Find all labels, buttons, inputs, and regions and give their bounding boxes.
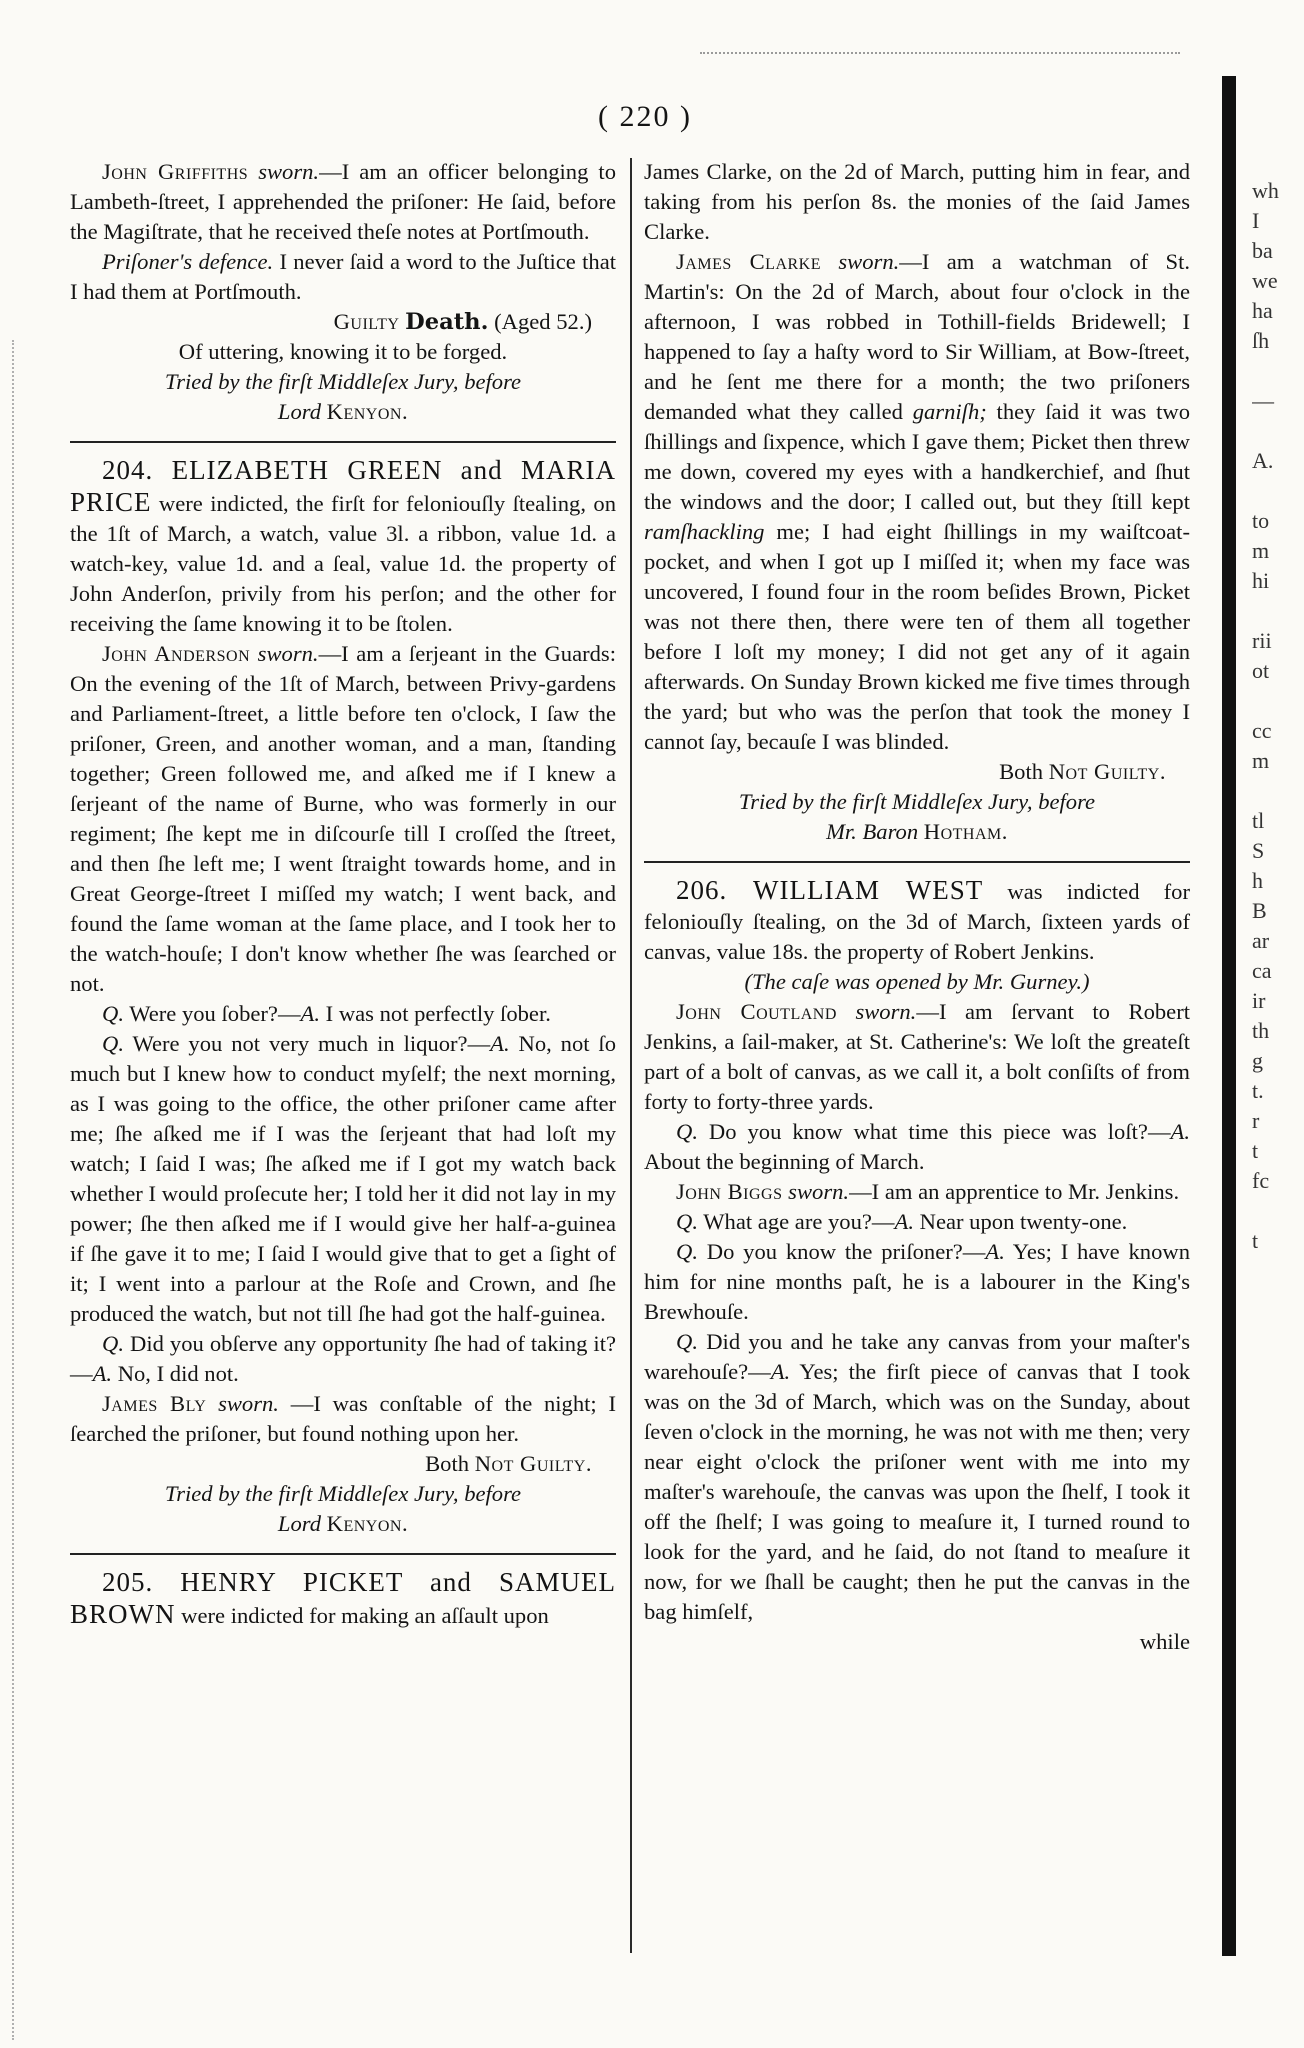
answer-text: No, I did not. [112, 1361, 239, 1386]
a-label: A. [894, 1209, 914, 1234]
tried-by-judge-2 [70, 1509, 616, 1539]
edge-fragment: to [1252, 508, 1270, 533]
edge-fragment: wh [1252, 178, 1279, 203]
a-label: A. [985, 1239, 1005, 1264]
verdict-guilty: Guilty [333, 309, 400, 334]
case-text: were indicted for making an aſſault upon [175, 1603, 549, 1628]
testimony-text: —I am a watchman of St. Martin's: On the 2d of March, about four o'clock in the afternoon, I was robbed in Tothill-fields Bridewell; I happened to ſay a haſty word to Sir William, at Bow-ſtreet, and he ſent me there for a month; the two priſoners demanded what they called [644, 249, 1191, 424]
paragraph-coutland-testimony [644, 997, 1190, 1117]
answer-text: I was not perfectly ſober. [320, 1001, 551, 1026]
edge-fragment: ot [1252, 658, 1270, 683]
witness-name: James Bly [102, 1391, 207, 1416]
edge-fragment: ſh [1252, 328, 1270, 353]
term-garnish: garniſh; [912, 399, 987, 424]
question-text: What age are you?— [697, 1209, 895, 1234]
edge-fragment: th [1252, 1018, 1270, 1043]
case-heading: 204. ELIZABETH GREEN and MARIA PRICE [70, 455, 616, 517]
verdict-both: Both [425, 1451, 470, 1476]
judge-name: Kenyon. [326, 399, 409, 424]
tried-by-judge-3 [644, 817, 1190, 847]
term-ramshackling: ramſhackling [644, 519, 765, 544]
left-margin-binding-marks [12, 340, 24, 2040]
facing-page-gutter [1222, 76, 1236, 1956]
a-label: A. [300, 1001, 320, 1026]
verdict-guilty-death [70, 307, 616, 337]
edge-fragment: h [1252, 868, 1263, 893]
judge-name: Kenyon. [326, 1511, 409, 1536]
facing-page-text-fragments [1252, 176, 1304, 1256]
edge-fragment: t. [1252, 1078, 1264, 1103]
sworn-label: sworn. [258, 159, 320, 184]
witness-name: James Clarke [676, 249, 822, 274]
section-rule [70, 1553, 616, 1555]
witness-name: John Anderson [102, 641, 251, 666]
witness-name: John Coutland [676, 999, 837, 1024]
judge-prefix: Lord [277, 399, 321, 424]
q-label: Q. [676, 1119, 698, 1144]
left-column [70, 157, 616, 1631]
question-answer [70, 1329, 616, 1389]
edge-fragment [1252, 1196, 1304, 1226]
edge-fragment: A. [1252, 448, 1274, 473]
question-text: Were you not very much in liquor?— [123, 1031, 491, 1056]
case-opened-note: (The caſe was opened by Mr. Gurney.) [744, 969, 1090, 994]
a-label: A. [1170, 1119, 1190, 1144]
top-margin-smudge [700, 52, 1180, 62]
paragraph-biggs-testimony [644, 1177, 1190, 1207]
verdict-both-not-guilty [70, 1449, 616, 1479]
case-heading: 206. WILLIAM WEST [676, 875, 984, 905]
edge-fragment [1252, 686, 1304, 716]
charge-note: Of uttering, knowing it to be forged. [178, 339, 508, 364]
edge-fragment [1252, 416, 1304, 446]
witness-name: John Griffiths [102, 159, 249, 184]
witness-name: John Biggs [676, 1179, 783, 1204]
edge-fragment: ca [1252, 958, 1272, 983]
sworn-label: sworn. [257, 641, 319, 666]
case-text: was indicted for feloniouſly ſtealing, on the 3d of March, ſixteen yards of canvas, value 18s. the property of Robert Jenkins. [644, 879, 1190, 964]
question-text: Did you and he take any canvas from your maſter's warehouſe?— [644, 1329, 1190, 1384]
question-answer [644, 1327, 1190, 1627]
testimony-text: —I am an apprentice to Mr. Jenkins. [849, 1179, 1180, 1204]
edge-fragment: ba [1252, 238, 1273, 263]
paragraph-prisoner-defence [70, 247, 616, 307]
answer-text: About the beginning of March. [644, 1149, 925, 1174]
a-label: A. [770, 1359, 791, 1384]
answer-text: No, not ſo much but I knew how to conduct myſelf; the next morning, as I was going to the office, the other priſoner came after me; ſhe aſked me if I was the ſerjeant that had loſt my watch; I ſaid I was; ſhe aſked me if I got my watch back whether I would proſecute her; I told her it did not lay in my power; ſhe then aſked me if I would give her half-a-guinea if ſhe gave it to me; I ſaid I would give that to get a ſight of it; I went into a parlour at the Roſe and Crown, and ſhe produced the watch, but not till ſhe had got the half-guinea. [70, 1031, 617, 1326]
tried-by-judge-1 [70, 397, 616, 427]
question-answer [70, 1029, 616, 1329]
answer-text: Yes; the firſt piece of canvas that I took was on the 3d of March, which was on the Sunday, about ſeven o'clock in the morning, he was not with me then; very near eight o'clock the priſoner went with me into my maſter's warehouſe, the canvas was upon the ſhelf, I took it off the ſhelf; I was going to meaſure it, I turned round to look for the yard, and he ſaid, do not ſtand to meaſure it now, for we ſhall be caught; then he put the canvas in the bag himſelf, [644, 1359, 1190, 1624]
right-column [644, 157, 1190, 1657]
q-label: Q. [676, 1239, 698, 1264]
paragraph-clarke-testimony [644, 247, 1190, 757]
q-label: Q. [676, 1209, 698, 1234]
q-label: Q. [676, 1329, 698, 1354]
q-label: Q. [102, 1031, 124, 1056]
edge-fragment [1252, 776, 1304, 806]
q-label: Q. [102, 1331, 124, 1356]
edge-fragment: hi [1252, 568, 1270, 593]
edge-fragment: rii [1252, 628, 1272, 653]
verdict-death: Death. [405, 309, 489, 335]
paragraph-case-204 [70, 455, 616, 639]
testimony-text: —I am ſervant to Robert Jenkins, a ſail-maker, at St. Catherine's: We loſt the greateſt part of a bolt of canvas, as we call it, a bolt conſiſts of from forty to forty-three yards. [644, 999, 1191, 1114]
sworn-label: sworn. [788, 1179, 850, 1204]
testimony-text: —I am an officer belonging to Lambeth-ſtreet, I apprehended the priſoner: He ſaid, before the Magiſtrate, that he received theſe notes at Portſmouth. [70, 159, 616, 244]
tried-by-line-2: Tried by the firſt Middleſex Jury, before [164, 1481, 522, 1506]
paragraph-case-206 [644, 875, 1190, 967]
edge-fragment [1252, 476, 1304, 506]
testimony-text: me; I had eight ſhillings in my waiſtcoat-pocket, and when I got up I miſſed it; when my face was uncovered, I found four in the room beſides Brown, Picket was not there then, there were ten of them all together before I loſt my money; I did not get any of it again afterwards. On Sunday Brown kicked me five times through the yard; but who was the perſon that took the money I cannot ſay, becauſe I was blinded. [644, 519, 1190, 754]
edge-fragment: — [1252, 388, 1274, 413]
judge-prefix: Lord [277, 1511, 321, 1536]
question-text: Do you know the priſoner?— [697, 1239, 986, 1264]
edge-fragment: tl [1252, 808, 1265, 833]
tried-by-line-3: Tried by the firſt Middleſex Jury, before [738, 789, 1096, 814]
section-rule [70, 441, 616, 443]
case-text: were indicted, the firſt for feloniouſly ſtealing, on the 1ſt of March, a watch, value 3l. a ribbon, value 1d. a watch-key, value 1d. and a ſeal, value 1d. the property of John Anderſon, privily from his perſon; and the other for receiving the ſame knowing it to be ſtolen. [70, 491, 616, 636]
sworn-label: sworn. [218, 1391, 279, 1416]
page-number: ( 220 ) [598, 100, 692, 133]
edge-fragment: S [1252, 838, 1265, 863]
catchword: while [1139, 1629, 1190, 1654]
testimony-text: —I was conſtable of the night; I ſearched the priſoner, but found nothing upon her. [70, 1391, 616, 1446]
edge-fragment: t [1252, 1138, 1259, 1163]
edge-fragment: cc [1252, 718, 1272, 743]
question-answer [644, 1237, 1190, 1327]
edge-fragment: ir [1252, 988, 1266, 1013]
verdict-not-guilty: Not Guilty. [1048, 759, 1166, 784]
edge-fragment: t [1252, 1228, 1259, 1253]
edge-fragment: we [1252, 268, 1278, 293]
judge-name: Hotham. [923, 819, 1008, 844]
question-answer [644, 1117, 1190, 1177]
edge-fragment [1252, 356, 1304, 386]
verdict-age: (Aged 52.) [494, 309, 592, 334]
verdict-both: Both [999, 759, 1044, 784]
sworn-label: sworn. [855, 999, 917, 1024]
verdict-not-guilty: Not Guilty. [474, 1451, 592, 1476]
column-divider [630, 158, 632, 1953]
case-heading: 205. HENRY PICKET and SAMUEL BROWN [70, 1567, 616, 1629]
paragraph-griffiths-testimony [70, 157, 616, 247]
q-label: Q. [102, 1001, 124, 1026]
tried-by-line-1: Tried by the firſt Middleſex Jury, before [164, 369, 522, 394]
edge-fragment: ar [1252, 928, 1270, 953]
paragraph-case-205-continued: James Clarke, on the 2d of March, putting him in fear, and taking from his perſon 8s. the monies of the ſaid James Clarke. [644, 159, 1190, 244]
paragraph-bly-testimony [70, 1389, 616, 1449]
question-text: Were you ſober?— [123, 1001, 301, 1026]
question-answer [70, 999, 616, 1029]
section-rule [644, 861, 1190, 863]
answer-text: Near upon twenty-one. [913, 1209, 1128, 1234]
testimony-text: they ſaid it was two ſhillings and ſixpence, which I gave them; Picket then threw me down, covered my eyes with a handkerchief, and ſhut the windows and the door; I called out, but they ſtill kept [644, 399, 1190, 514]
sworn-label: sworn. [838, 249, 900, 274]
edge-fragment: m [1252, 538, 1270, 563]
edge-fragment: I [1252, 208, 1260, 233]
a-label: A. [92, 1361, 113, 1386]
edge-fragment: ha [1252, 298, 1273, 323]
answer-text: Yes; I have known him for nine months paſt, he is a labourer in the King's Brewhouſe. [644, 1239, 1190, 1324]
paragraph-anderson-testimony [70, 639, 616, 999]
question-answer [644, 1207, 1190, 1237]
judge-prefix: Mr. Baron [826, 819, 919, 844]
edge-fragment: fc [1252, 1168, 1270, 1193]
edge-fragment: B [1252, 898, 1267, 923]
paragraph-case-205 [70, 1567, 616, 1631]
defence-text: I never ſaid a word to the Juſtice that I had them at Portſmouth. [70, 249, 616, 304]
question-text: Did you obſerve any opportunity ſhe had of taking it?— [70, 1331, 616, 1386]
testimony-text: —I am a ſerjeant in the Guards: On the evening of the 1ſt of March, between Privy-gardens and Parliament-ſtreet, a little before ten o'clock, I ſaw the priſoner, Green, and another woman, and a man, ſtanding together; Green followed me, and aſked me if I knew a ſerjeant of the name of Burne, who was formerly in our regiment; ſhe kept me in diſcourſe till I croſſed the ſtreet, and then ſhe left me; I went ſtraight towards home, and in Great George-ſtreet I miſſed my watch; I went back, and found the ſame woman at the ſame place, and I took her to the watch-houſe; I don't know whether ſhe was ſearched or not. [70, 641, 616, 996]
edge-fragment: r [1252, 1108, 1260, 1133]
question-text: Do you know what time this piece was loſt?— [697, 1119, 1171, 1144]
verdict-both-not-guilty [644, 757, 1190, 787]
defence-label: Priſoner's defence. [102, 249, 274, 274]
edge-fragment: m [1252, 748, 1270, 773]
edge-fragment [1252, 596, 1304, 626]
edge-fragment: g [1252, 1048, 1263, 1073]
a-label: A. [490, 1031, 510, 1056]
